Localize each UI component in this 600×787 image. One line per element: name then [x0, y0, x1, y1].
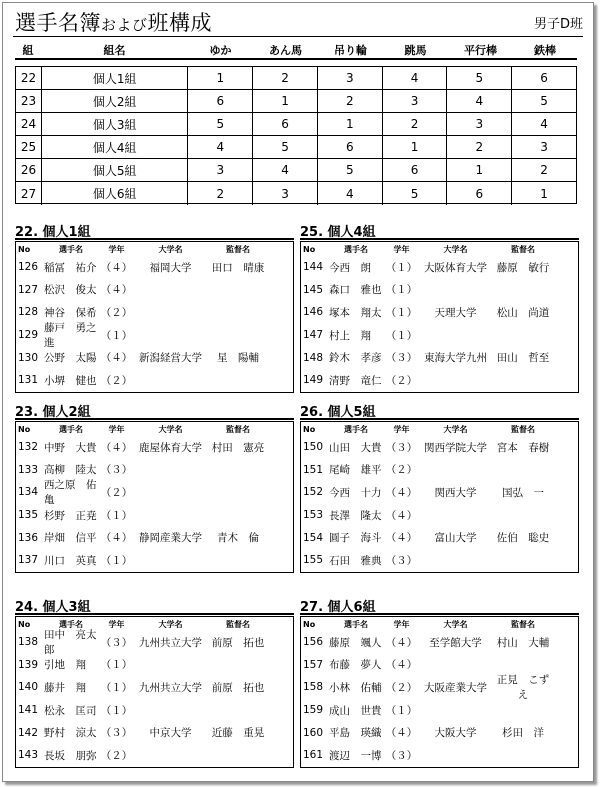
group-col-header: 監督名 [511, 424, 535, 434]
group-col-header: 学年 [393, 424, 410, 434]
overview-cell: 3 [318, 67, 383, 89]
athlete-no: 140 [18, 681, 39, 694]
athlete-year: （２） [100, 749, 133, 762]
overview-cell: 1 [383, 136, 448, 158]
overview-cell: 22 [16, 67, 42, 89]
athlete-year: （３） [100, 464, 133, 477]
athlete-coach: 村山 大輔 [496, 636, 550, 649]
overview-cell: 個人2組 [42, 90, 188, 112]
athlete-name: 小林 佑輔 [329, 681, 382, 694]
athlete-no: 154 [303, 531, 324, 544]
athlete-coach: 国弘 一 [502, 486, 544, 499]
overview-cell: 1 [188, 67, 253, 89]
athlete-year: （１） [100, 681, 133, 694]
overview-cell: 6 [383, 159, 448, 181]
athlete-no: 155 [303, 554, 324, 567]
athlete-no: 132 [18, 441, 39, 454]
athlete-no: 161 [303, 749, 324, 762]
group-col-header: 監督名 [511, 619, 535, 629]
athlete-coach: 青木 倫 [217, 532, 259, 545]
athlete-name: 藤井 翔 [44, 681, 86, 694]
athlete-row [301, 436, 578, 459]
athlete-no: 146 [303, 306, 324, 319]
athlete-no: 126 [18, 261, 39, 274]
athlete-row [301, 504, 578, 527]
athlete-university: 大阪産業大学 [424, 681, 487, 694]
athlete-name: 藤原 颯人 [329, 636, 382, 649]
athlete-name: 今西 朗 [329, 261, 371, 274]
overview-cell: 5 [447, 67, 512, 89]
group-col-header: 学年 [393, 244, 410, 254]
athlete-row [301, 346, 578, 369]
athlete-name: 神谷 保希 [44, 306, 97, 319]
overview-row [16, 67, 576, 90]
overview-row [16, 182, 576, 205]
title-divider [13, 36, 583, 37]
athlete-no: 144 [303, 261, 324, 274]
group-table-header [301, 422, 578, 436]
overview-row [16, 90, 576, 113]
overview-col-header: 吊り輪 [334, 44, 367, 57]
athlete-university: 九州共立大学 [139, 636, 202, 649]
athlete-year: （１） [100, 329, 133, 342]
group-title: 27. 個人6組 [300, 600, 376, 615]
athlete-coach: 星 陽輔 [217, 352, 259, 365]
group-col-header: 監督名 [511, 244, 535, 254]
group-col-header: 選手名 [344, 244, 368, 254]
overview-cell: 25 [16, 136, 42, 158]
athlete-university: 富山大学 [434, 532, 477, 545]
athlete-row [16, 346, 293, 369]
athlete-name: 渡辺 一博 [329, 749, 382, 762]
athlete-no: 127 [18, 283, 39, 296]
athlete-no: 138 [18, 636, 39, 649]
athlete-coach: 田山 哲至 [496, 352, 550, 365]
athlete-no: 137 [18, 554, 39, 567]
athlete-no: 130 [18, 351, 39, 364]
group-col-header: No [303, 244, 316, 254]
group-col-header: 大学名 [443, 244, 468, 254]
athlete-coach: 杉田 洋 [502, 727, 544, 740]
group-title: 25. 個人4組 [300, 225, 376, 240]
overview-cell: 4 [188, 136, 253, 158]
athlete-no: 159 [303, 704, 324, 717]
group-table [15, 616, 294, 768]
group-col-header: 監督名 [226, 244, 250, 254]
group-col-header: No [18, 424, 31, 434]
athlete-name: 長坂 朋弥 [44, 749, 97, 762]
overview-cell: 2 [318, 90, 383, 112]
athlete-name: 村上 翔 [329, 329, 371, 342]
athlete-name: 今西 十力 [329, 486, 382, 499]
athlete-name: 藤戸 勇之進 [44, 322, 97, 350]
athlete-year: （３） [385, 352, 418, 365]
athlete-year: （２） [100, 306, 133, 319]
athlete-university: 関西学院大学 [424, 441, 487, 454]
group-table-header [16, 422, 293, 436]
athlete-year: （４） [100, 284, 133, 297]
athlete-university: 至学館大学 [429, 636, 482, 649]
athlete-no: 143 [18, 749, 39, 762]
athlete-coach: 近藤 重晃 [211, 727, 265, 740]
athlete-no: 150 [303, 441, 324, 454]
group-table-header [16, 242, 293, 256]
athlete-row [16, 279, 293, 302]
athlete-name: 布藤 夢人 [329, 659, 382, 672]
athlete-row [301, 674, 578, 702]
athlete-name: 長澤 隆太 [329, 509, 382, 522]
athlete-no: 128 [18, 306, 39, 319]
group-col-header: 大学名 [443, 424, 468, 434]
group-title: 26. 個人5組 [300, 405, 376, 420]
group-col-header: 選手名 [344, 619, 368, 629]
athlete-row [16, 322, 293, 350]
overview-cell: 6 [447, 182, 512, 205]
group-title: 23. 個人2組 [15, 405, 91, 420]
athlete-name: 稲冨 祐介 [44, 261, 97, 274]
overview-cell: 24 [16, 113, 42, 135]
athlete-university: 福岡大学 [149, 261, 192, 274]
overview-cell: 4 [318, 182, 383, 205]
overview-cell: 個人1組 [42, 67, 188, 89]
group-title-rule [300, 238, 579, 240]
overview-row [16, 136, 576, 159]
athlete-university: 関西大学 [434, 486, 477, 499]
athlete-university: 中京大学 [149, 727, 192, 740]
group-col-header: 学年 [108, 244, 125, 254]
athlete-name: 高柳 陸太 [44, 464, 97, 477]
group-col-header: 大学名 [158, 619, 183, 629]
athlete-year: （４） [385, 486, 418, 499]
athlete-name: 松沢 俊太 [44, 284, 97, 297]
athlete-year: （３） [100, 636, 133, 649]
overview-cell: 5 [383, 182, 448, 205]
athlete-row [16, 629, 293, 657]
group-title: 22. 個人1組 [15, 225, 91, 240]
group-col-header: 監督名 [226, 619, 250, 629]
overview-cell: 1 [253, 90, 318, 112]
overview-cell: 23 [16, 90, 42, 112]
athlete-year: （１） [100, 659, 133, 672]
athlete-year: （４） [100, 532, 133, 545]
group-table [15, 421, 294, 573]
athlete-name: 中野 大貴 [44, 441, 97, 454]
overview-col-header: 鉄棒 [534, 44, 556, 57]
athlete-coach: 村田 憲亮 [211, 441, 265, 454]
overview-col-header: 平行棒 [464, 44, 497, 57]
athlete-no: 142 [18, 726, 39, 739]
athlete-name: 川口 英真 [44, 554, 97, 567]
athlete-university: 東海大学九州 [424, 352, 487, 365]
athlete-name: 田中 亮太郎 [44, 629, 97, 657]
group-title-rule [300, 418, 579, 420]
athlete-row [301, 301, 578, 324]
athlete-no: 156 [303, 636, 324, 649]
athlete-year: （４） [385, 532, 418, 545]
athlete-name: 野村 涼太 [44, 727, 97, 740]
overview-cell: 個人4組 [42, 136, 188, 158]
overview-row [16, 159, 576, 182]
group-title: 24. 個人3組 [15, 600, 91, 615]
group-col-header: 学年 [108, 424, 125, 434]
athlete-no: 157 [303, 658, 324, 671]
athlete-no: 133 [18, 463, 39, 476]
athlete-row [16, 549, 293, 572]
group-col-header: 監督名 [226, 424, 250, 434]
athlete-year: （３） [385, 554, 418, 567]
athlete-university: 静岡産業大学 [139, 532, 202, 545]
athlete-coach: 松山 尚道 [496, 306, 550, 319]
athlete-row [16, 436, 293, 459]
athlete-year: （４） [100, 441, 133, 454]
athlete-name: 引地 翔 [44, 659, 86, 672]
athlete-coach: 正見 こずえ [496, 674, 550, 702]
athlete-year: （１） [385, 704, 418, 717]
overview-cell: 2 [188, 182, 253, 205]
overview-cell: 3 [447, 113, 512, 135]
athlete-name: 石田 雅典 [329, 554, 382, 567]
athlete-year: （４） [385, 727, 418, 740]
athlete-no: 139 [18, 658, 39, 671]
overview-cell: 1 [447, 159, 512, 181]
athlete-year: （１） [385, 284, 418, 297]
athlete-no: 152 [303, 486, 324, 499]
overview-col-header: 組名 [103, 44, 126, 57]
athlete-year: （３） [385, 441, 418, 454]
athlete-coach: 宮本 春樹 [496, 441, 550, 454]
athlete-university: 大阪大学 [434, 727, 477, 740]
athlete-row [16, 256, 293, 279]
group-col-header: 大学名 [158, 424, 183, 434]
athlete-row [301, 744, 578, 767]
athlete-coach: 前原 拓也 [211, 681, 265, 694]
athlete-row [16, 654, 293, 677]
group-col-header: No [303, 424, 316, 434]
athlete-name: 小堺 健也 [44, 374, 97, 387]
group-col-header: 大学名 [158, 244, 183, 254]
athlete-university: 九州共立大学 [139, 681, 202, 694]
athlete-row [301, 526, 578, 549]
group-table [300, 616, 579, 768]
overview-col-header: 跳馬 [404, 44, 427, 57]
athlete-row [301, 721, 578, 744]
athlete-no: 153 [303, 509, 324, 522]
group-col-header: 選手名 [59, 424, 83, 434]
overview-cell: 3 [188, 159, 253, 181]
athlete-university: 大阪体育大学 [424, 261, 487, 274]
athlete-name: 山田 大貴 [329, 441, 382, 454]
athlete-no: 145 [303, 283, 324, 296]
athlete-year: （２） [100, 374, 133, 387]
overview-cell: 4 [253, 159, 318, 181]
athlete-university: 天理大学 [434, 306, 477, 319]
athlete-name: 清野 竜仁 [329, 374, 382, 387]
athlete-year: （２） [385, 374, 418, 387]
overview-cell: 26 [16, 159, 42, 181]
athlete-name: 公野 太陽 [44, 352, 97, 365]
overview-cell: 2 [253, 67, 318, 89]
athlete-coach: 藤原 敏行 [496, 261, 550, 274]
overview-cell: 1 [318, 113, 383, 135]
overview-cell: 3 [540, 140, 548, 154]
athlete-row [16, 721, 293, 744]
athlete-university: 鹿屋体育大学 [139, 441, 202, 454]
overview-cell: 5 [188, 113, 253, 135]
athlete-name: 杉野 正尭 [44, 509, 97, 522]
athlete-year: （２） [385, 464, 418, 477]
athlete-no: 136 [18, 531, 39, 544]
athlete-year: （４） [385, 659, 418, 672]
group-table-header [301, 242, 578, 256]
athlete-name: 成山 世貴 [329, 704, 382, 717]
group-col-header: 選手名 [59, 619, 83, 629]
athlete-no: 131 [18, 374, 39, 387]
overview-col-header: ゆか [209, 44, 232, 57]
overview-cell: 3 [383, 90, 448, 112]
athlete-row [301, 481, 578, 504]
athlete-row [16, 479, 293, 507]
overview-table [15, 66, 577, 204]
athlete-year: （４） [100, 352, 133, 365]
athlete-year: （１） [100, 554, 133, 567]
overview-cell: 5 [540, 94, 548, 108]
overview-cell: 個人5組 [42, 159, 188, 181]
overview-cell: 4 [447, 90, 512, 112]
overview-cell: 2 [383, 113, 448, 135]
athlete-coach: 佐伯 聡史 [496, 532, 550, 545]
athlete-no: 147 [303, 329, 324, 342]
athlete-year: （２） [100, 486, 133, 499]
athlete-coach: 前原 拓也 [211, 636, 265, 649]
athlete-row [16, 676, 293, 699]
group-col-header: 大学名 [443, 619, 468, 629]
athlete-year: （４） [100, 261, 133, 274]
overview-cell: 6 [540, 71, 548, 85]
athlete-year: （１） [100, 704, 133, 717]
overview-cell: 1 [540, 186, 548, 201]
athlete-no: 134 [18, 486, 39, 499]
group-table-header [301, 617, 578, 631]
athlete-name: 尾崎 雄平 [329, 464, 382, 477]
overview-cell: 5 [253, 136, 318, 158]
group-table [300, 421, 579, 573]
athlete-row [16, 526, 293, 549]
overview-cell: 6 [318, 136, 383, 158]
athlete-no: 160 [303, 726, 324, 739]
overview-row [16, 113, 576, 136]
athlete-name: 松永 匡司 [44, 704, 97, 717]
athlete-name: 圓子 海斗 [329, 532, 382, 545]
overview-cell: 2 [447, 136, 512, 158]
overview-cell: 個人6組 [42, 182, 188, 205]
overview-col-header: あん馬 [269, 44, 302, 57]
athlete-row [16, 504, 293, 527]
athlete-row [16, 369, 293, 392]
group-title-rule [300, 613, 579, 615]
overview-cell: 個人3組 [42, 113, 188, 135]
athlete-year: （４） [385, 509, 418, 522]
group-col-header: 選手名 [344, 424, 368, 434]
athlete-university: 新潟経営大学 [139, 352, 202, 365]
overview-cell: 2 [540, 163, 548, 177]
overview-header [15, 44, 577, 60]
athlete-row [16, 699, 293, 722]
group-table [15, 241, 294, 393]
athlete-year: （３） [100, 727, 133, 740]
athlete-no: 141 [18, 704, 39, 717]
group-col-header: 学年 [108, 619, 125, 629]
athlete-row [301, 279, 578, 302]
page-title: 選手名簿および班構成 [15, 11, 213, 35]
athlete-coach: 田口 晴康 [211, 261, 265, 274]
group-col-header: 学年 [393, 619, 410, 629]
group-title-rule [15, 613, 294, 615]
overview-cell: 6 [253, 113, 318, 135]
athlete-row [301, 631, 578, 654]
group-title-rule [15, 238, 294, 240]
athlete-no: 149 [303, 374, 324, 387]
athlete-year: （１） [385, 261, 418, 274]
roster-page [2, 2, 594, 782]
overview-cell: 6 [188, 90, 253, 112]
athlete-name: 鈴木 孝彦 [329, 352, 382, 365]
athlete-name: 塚本 翔太 [329, 306, 382, 319]
athlete-name: 岸畑 信平 [44, 532, 97, 545]
athlete-row [301, 459, 578, 482]
group-table [300, 241, 579, 393]
athlete-no: 158 [303, 681, 324, 694]
athlete-no: 135 [18, 509, 39, 522]
athlete-no: 129 [18, 329, 39, 342]
overview-cell: 4 [383, 67, 448, 89]
overview-cell: 5 [318, 159, 383, 181]
overview-cell: 3 [253, 182, 318, 205]
athlete-name: 西之原 佑亀 [44, 479, 97, 507]
athlete-year: （１） [385, 306, 418, 319]
athlete-name: 平島 瑛織 [329, 727, 382, 740]
group-col-header: No [18, 619, 31, 629]
group-tag: 男子D班 [533, 17, 583, 32]
athlete-row [301, 549, 578, 572]
athlete-year: （１） [100, 509, 133, 522]
group-col-header: No [18, 244, 31, 254]
athlete-year: （１） [385, 329, 418, 342]
athlete-year: （４） [385, 636, 418, 649]
athlete-row [301, 324, 578, 347]
overview-col-header: 組 [22, 44, 34, 57]
group-col-header: No [303, 619, 316, 629]
group-title-rule [15, 418, 294, 420]
group-col-header: 選手名 [59, 244, 83, 254]
overview-cell: 4 [540, 117, 548, 131]
athlete-no: 151 [303, 463, 324, 476]
overview-cell: 27 [16, 182, 42, 205]
athlete-name: 森口 雅也 [329, 284, 382, 297]
athlete-row [301, 256, 578, 279]
athlete-no: 148 [303, 351, 324, 364]
athlete-year: （２） [385, 681, 418, 694]
athlete-row [301, 369, 578, 392]
athlete-year: （３） [385, 749, 418, 762]
athlete-row [16, 744, 293, 767]
